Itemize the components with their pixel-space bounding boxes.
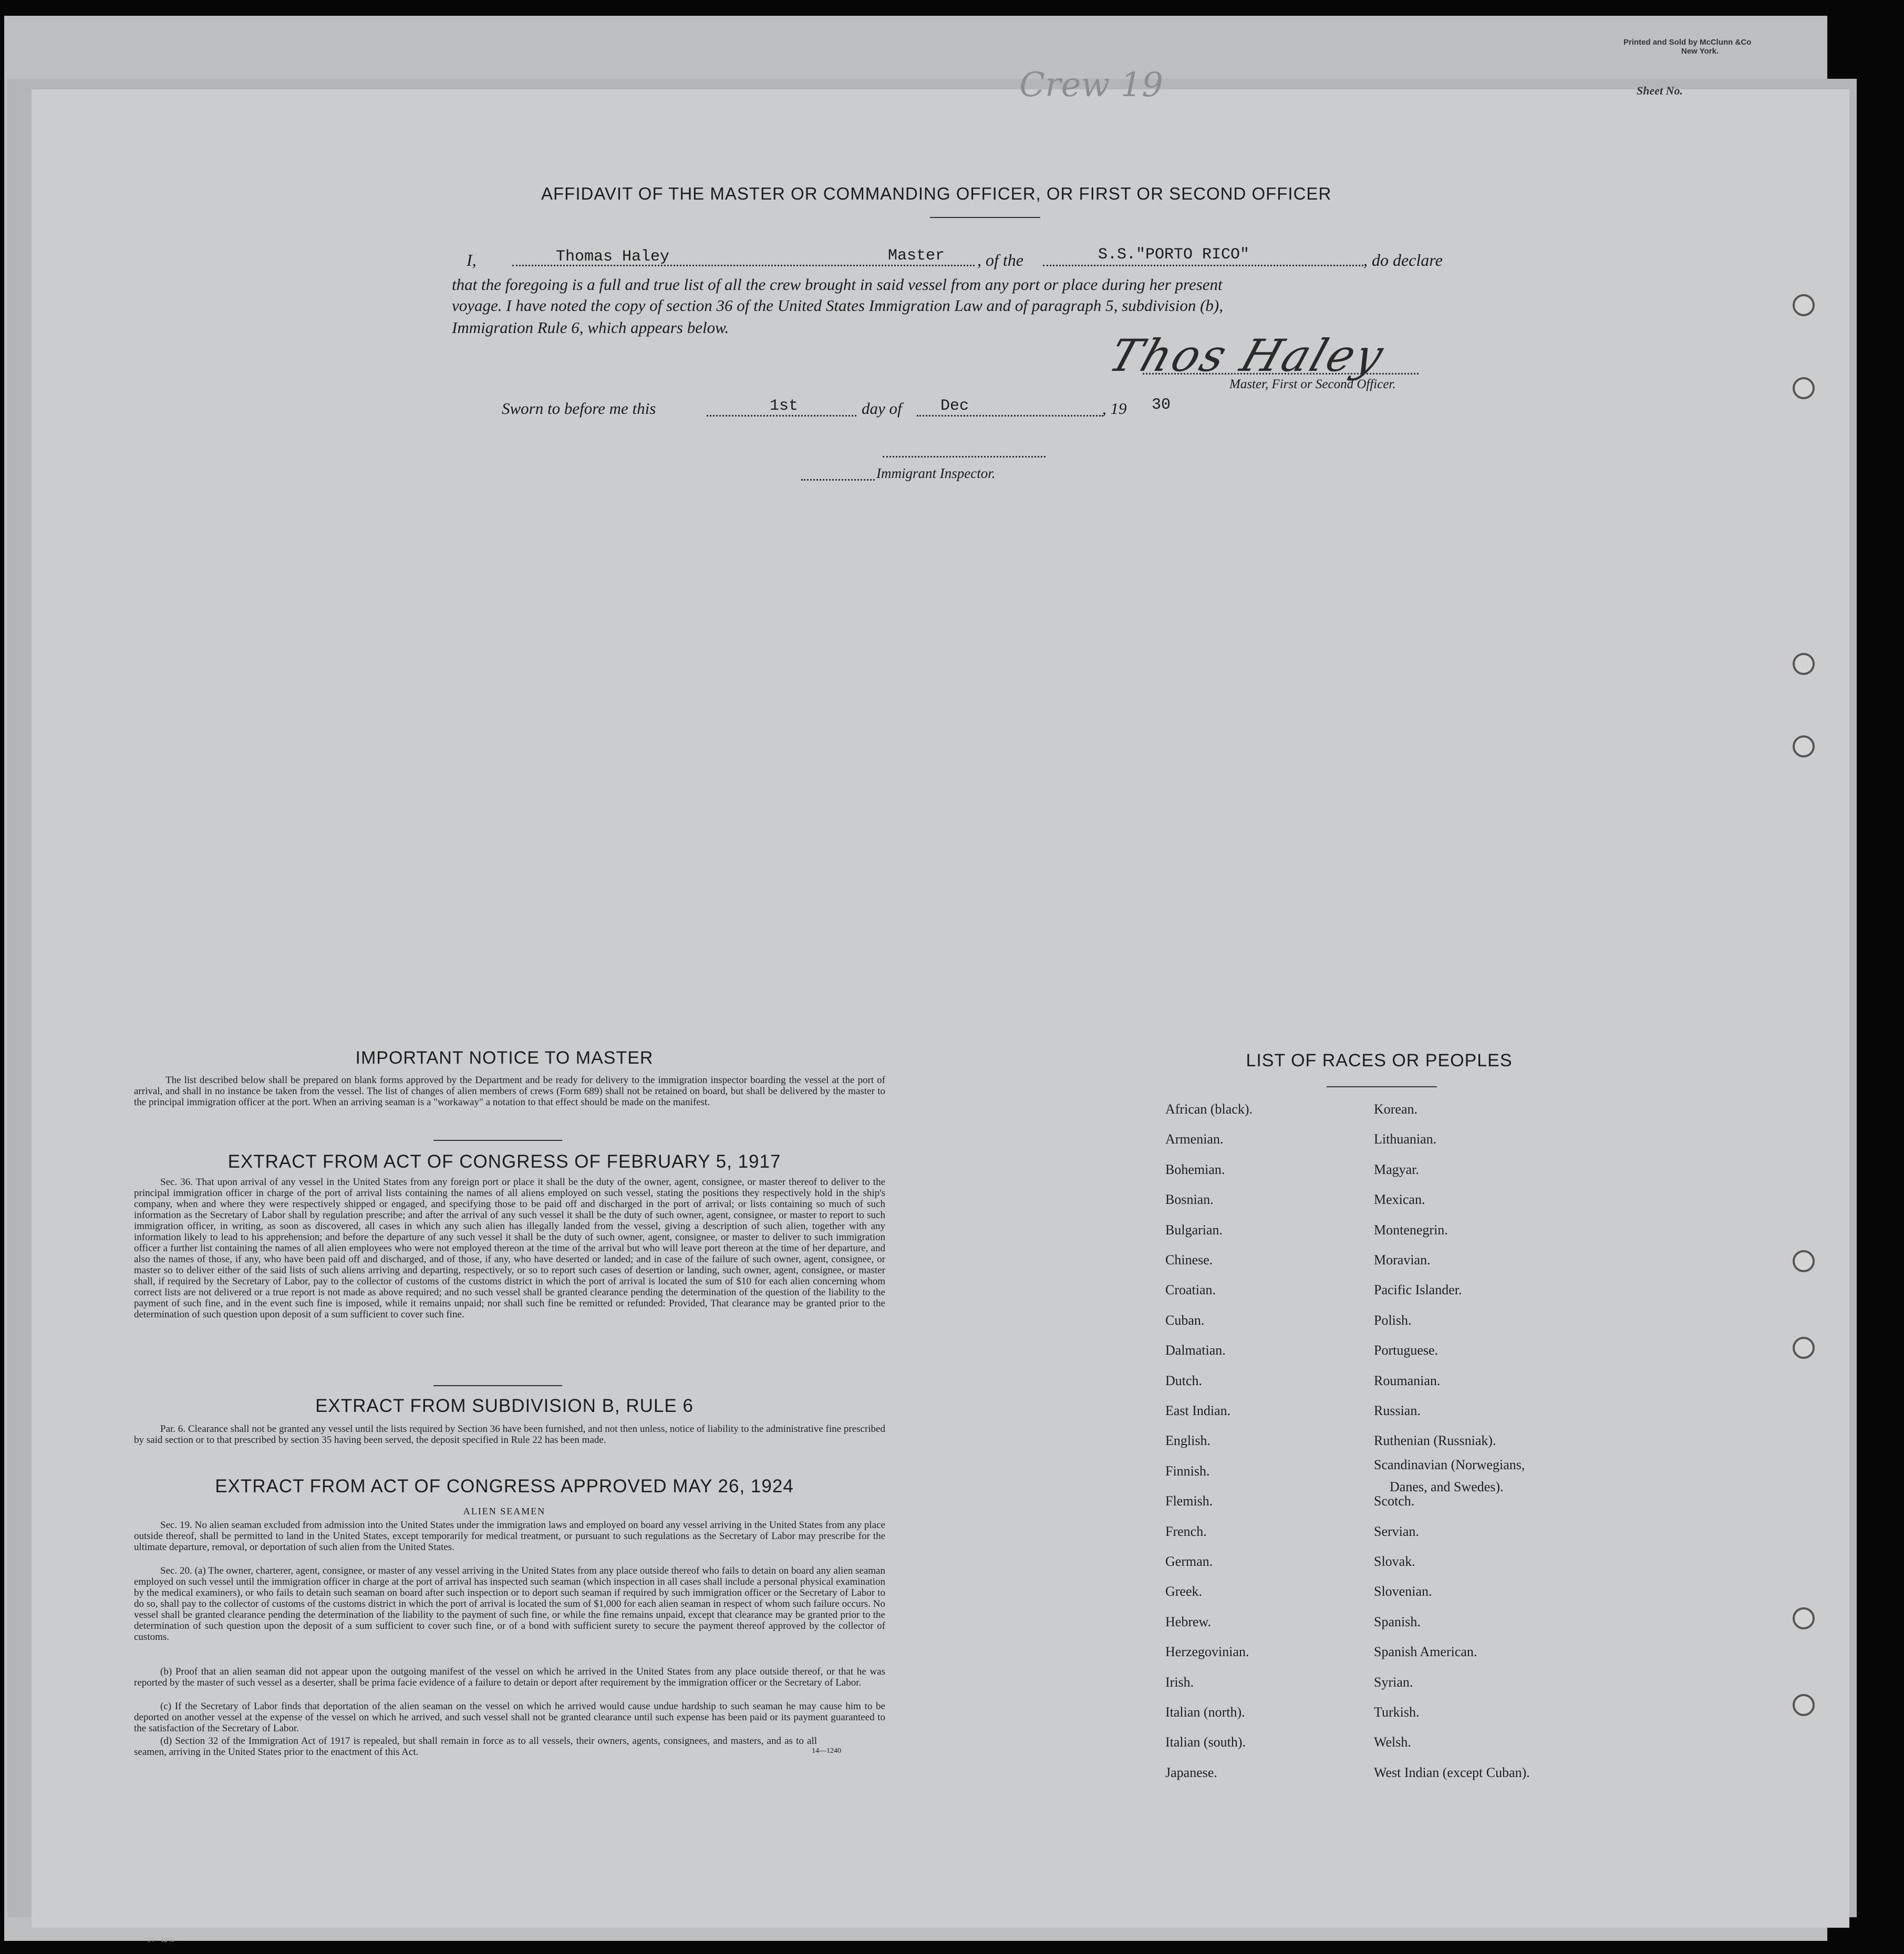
binder-hole: [1793, 1337, 1815, 1359]
binder-hole: [1793, 294, 1815, 316]
master-rank: Master: [888, 247, 945, 265]
race-item: Hebrew.: [1165, 1614, 1212, 1629]
race-item: Pacific Islander.: [1374, 1282, 1462, 1298]
race-item: Polish.: [1374, 1312, 1412, 1328]
do-declare-text: , do declare: [1363, 251, 1443, 269]
race-item: African (black).: [1165, 1101, 1253, 1117]
inspector-caption: Immigrant Inspector.: [876, 465, 996, 481]
main-sheet: [32, 89, 1849, 1928]
race-item: Scandinavian (Norwegians,: [1374, 1457, 1525, 1472]
master-signature: Thos Haley: [1103, 330, 1392, 381]
race-item: Magyar.: [1374, 1161, 1419, 1177]
race-item: Dalmatian.: [1165, 1343, 1226, 1358]
notice-body: The list described below shall be prepared on blank forms approved by the Department and be ready for delivery to the immigration inspector boarding the vessel at the port of arrival, and shall in no instance be taken from the vessel. The list of changes of alien members of crews (Form 689) shall not be retained on board, but shall be delivered by the master to the principal immigration officer at the port. When an arriving seaman is a "workaway" a notation to that effect should be made on the manifest.: [134, 1075, 885, 1108]
affidavit-line-3: voyage. I have noted the copy of section 36 of the United States Immigration Law and of paragraph 5, subdivision (b),: [452, 296, 1223, 315]
race-item: Montenegrin.: [1374, 1222, 1448, 1238]
day-line: [707, 415, 856, 417]
binder-hole: [1793, 377, 1815, 399]
extract-rule6-body: Par. 6. Clearance shall not be granted any vessel until the lists required by Section 36 have been furnished, and not then unless, notice of liability to the administrative fine prescribed by said section or to that prescribed by section 35 having been served, the deposit specified in Rule 22 has been made.: [134, 1423, 885, 1446]
sworn-prefix: Sworn to before me this: [502, 399, 656, 418]
of-the-text: , of the: [977, 251, 1023, 269]
race-item: East Indian.: [1165, 1403, 1231, 1418]
race-item: Spanish.: [1374, 1614, 1421, 1629]
race-item: English.: [1165, 1433, 1210, 1449]
binder-hole: [1793, 653, 1815, 675]
binder-hole: [1793, 1250, 1815, 1272]
affidavit-title: AFFIDAVIT OF THE MASTER OR COMMANDING OFFICER, OR FIRST OR SECOND OFFICER: [541, 184, 1332, 203]
race-item: Roumanian.: [1374, 1373, 1441, 1388]
sec20d-text: (d) Section 32 of the Immigration Act of 1917 is repealed, but shall remain in force as to all vessels, their owners, agents, consignees, and masters, and as to all seamen, arriving in the United States prior to the enactment of this Act.: [134, 1735, 817, 1758]
race-item: Spanish American.: [1374, 1644, 1477, 1660]
race-item: Scotch.: [1374, 1493, 1415, 1509]
race-item: Dutch.: [1165, 1373, 1203, 1388]
footer-form-code: 14—1240: [147, 1936, 174, 1943]
affidavit-line-4: Immigration Rule 6, which appears below.: [452, 318, 729, 337]
divider: [433, 1140, 562, 1141]
vessel-name: S.S."PORTO RICO": [1098, 246, 1250, 264]
extract-1924-title: EXTRACT FROM ACT OF CONGRESS APPROVED MAY 26, 1924: [215, 1476, 794, 1496]
inspector-signature-line: [883, 456, 1046, 458]
master-name: Thomas Haley: [556, 248, 670, 266]
extract-1917-body: Sec. 36. That upon arrival of any vessel in the United States from any foreign port or place it shall be the duty of the owner, agent, consignee, or master thereof to deliver to the principal immigration officer in charge of the port of arrival lists containing the names of all aliens employed on such vessel, stating the positions they respectively hold in the ship's company, when and where they were respectively shipped or engaged, and specifying those to be paid off and discharged in the port of arrival; or lists containing so much of such information as the Secretary of Labor shall by regulation prescribe; and after the arrival of any such vessel it shall be the duty of such owner, agent, consignee, or master to report to such immigration officer, in writing, as soon as discovered, all cases in which any such alien has illegally landed from the vessel, giving a description of such alien, together with any information likely to lead to his apprehension; and before the departure of any such vessel it shall be the duty of such owner, agent, consignee, or master to deliver to such immigration officer a further list containing the names of all alien employees who were not employed thereon at the time of the arrival but who will leave port thereon at the time of her departure, and also the names of those, if any, who have been paid off and discharged, and of those, if any, who have deserted or landed; and in case of the failure of such owner, agent, consignee, or master so to deliver either of the said lists of such aliens arriving and departing, respectively, or so to report such cases of desertion or landing, such owner, agent, consignee, or master shall, if required by the Secretary of Labor, pay to the collector of customs of the customs district in which the port of arrival is located the sum of $10 for each alien concerning whom correct lists are not delivered or a true report is not made as above required; and no such vessel shall be granted clearance pending the determination of the question of the liability to the payment of such fine, and in the event such fine is imposed, while it remains unpaid; nor shall such fine be remitted or refunded: Provided, That clearance may be granted prior to the determination of such question upon deposit of a sum sufficient to cover such fine.: [134, 1177, 885, 1320]
race-item: Greek.: [1165, 1584, 1203, 1599]
race-item: Korean.: [1374, 1101, 1418, 1117]
race-item: Ruthenian (Russniak).: [1374, 1433, 1496, 1449]
race-item: Herzegovinian.: [1165, 1644, 1249, 1660]
race-item: Croatian.: [1165, 1282, 1216, 1298]
extract-rule6-title: EXTRACT FROM SUBDIVISION B, RULE 6: [315, 1396, 694, 1416]
sec20c-text: (c) If the Secretary of Labor finds that deportation of the alien seaman on the vessel on which he arrived would cause undue hardship to such seaman he may cause him to be deported on another vessel at the expense of the vessel on which he arrived, and such vessel shall not be granted clearance until such expense has been paid or its payment guaranteed to the satisfaction of the Secretary of Labor.: [134, 1701, 885, 1734]
notice-title: IMPORTANT NOTICE TO MASTER: [355, 1048, 654, 1068]
race-item: Welsh.: [1374, 1734, 1411, 1750]
inspector-line: [801, 479, 875, 481]
divider: [930, 217, 1040, 218]
race-item: German.: [1165, 1554, 1213, 1569]
printer-imprint: [1623, 38, 1751, 56]
race-item: Bulgarian.: [1165, 1222, 1223, 1238]
race-item: Armenian.: [1165, 1131, 1224, 1147]
races-title: LIST OF RACES OR PEOPLES: [1246, 1051, 1513, 1070]
race-item: Chinese.: [1165, 1252, 1213, 1267]
race-item: Flemish.: [1165, 1493, 1213, 1509]
month-line: [917, 415, 1103, 417]
day-of-text: day of: [862, 399, 902, 418]
race-item: Moravian.: [1374, 1252, 1431, 1267]
binder-hole: [1793, 735, 1815, 757]
year-prefix: , 19: [1102, 399, 1127, 418]
race-item: Mexican.: [1374, 1192, 1425, 1208]
race-item: Russian.: [1374, 1403, 1421, 1418]
affidavit-i: I,: [467, 251, 477, 269]
divider: [433, 1385, 562, 1386]
race-item-continuation: Danes, and Swedes).: [1390, 1479, 1504, 1494]
signature-caption: Master, First or Second Officer.: [1229, 377, 1396, 391]
race-item: French.: [1165, 1523, 1207, 1539]
printer-line-2: New York.: [1681, 47, 1719, 56]
sworn-year: 30: [1152, 396, 1171, 414]
sec19-text: Sec. 19. No alien seaman excluded from admission into the United States under the immigration laws and employed on board any vessel arriving in the United States from any place outside thereof, shall be permitted to land in the United States, except temporarily for medical treatment, or pursuant to such regulations as the Secretary of Labor may prescribe for the ultimate departure, removal, or deportation of such alien from the United States.: [134, 1520, 885, 1553]
race-item: Finnish.: [1165, 1463, 1210, 1479]
printer-line-1: Printed and Sold by McClunn &Co: [1623, 38, 1752, 47]
race-item: Italian (north).: [1165, 1704, 1245, 1720]
sec20a-text: Sec. 20. (a) The owner, charterer, agent, consignee, or master of any vessel arriving in the United States from any place outside thereof who fails to detain on board any alien seaman employed on such vessel until the immigration officer in charge at the port of arrival has inspected such seaman (which inspection in all cases shall include a personal physical examination by the medical examiners), or who fails to detain such seaman on board after such inspection or to deport such seaman if required by such immigration officer or the Secretary of Labor to do so, shall pay to the collector of customs of the customs district in which the port of arrival is located the sum of $1,000 for each alien seaman in respect of whom such failure occurs. No vessel shall be granted clearance pending the determination of the liability to the payment of such fine, or while the fine remains unpaid, except that clearance may be granted prior to the determination of such question upon the deposit of a sum sufficient to cover such fine, or of a bond with sufficient surety to secure the payment thereof approved by the collector of customs.: [134, 1565, 885, 1643]
alien-seamen-subtitle: ALIEN SEAMEN: [463, 1506, 546, 1516]
binder-hole: [1793, 1694, 1815, 1716]
race-item: Syrian.: [1374, 1674, 1413, 1690]
sworn-day: 1st: [770, 397, 799, 415]
race-item: West Indian (except Cuban).: [1374, 1764, 1530, 1780]
race-item: Italian (south).: [1165, 1734, 1246, 1750]
crew-handwritten-mark: Crew 19: [1019, 66, 1163, 105]
sec20b-text: (b) Proof that an alien seaman did not appear upon the outgoing manifest of the vessel on which he arrived in the United States from any place outside thereof, or that he was reported by the master of such vessel as a deserter, shall be prima facie evidence of a failure to detain or deport after requirement by the immigration officer or the Secretary of Labor.: [134, 1666, 885, 1688]
race-item: Turkish.: [1374, 1704, 1420, 1720]
race-item: Bosnian.: [1165, 1192, 1214, 1208]
race-item: Portuguese.: [1374, 1343, 1439, 1358]
race-item: Lithuanian.: [1374, 1131, 1437, 1147]
race-item: Cuban.: [1165, 1312, 1205, 1328]
sheet-number-label: Sheet No.: [1637, 84, 1683, 97]
extract-form-code: 14—1240: [812, 1747, 841, 1755]
extract-1917-title: EXTRACT FROM ACT OF CONGRESS OF FEBRUARY 5, 1917: [227, 1151, 781, 1172]
vessel-line: [1043, 265, 1363, 266]
binder-hole: [1793, 1607, 1815, 1629]
sworn-month: Dec: [940, 397, 969, 415]
signature-line: [1143, 373, 1419, 375]
race-item: Japanese.: [1165, 1764, 1217, 1780]
race-item: Bohemian.: [1165, 1161, 1225, 1177]
race-item: Irish.: [1165, 1674, 1194, 1690]
affidavit-line-2: that the foregoing is a full and true list of all the crew brought in said vessel from any port or place during her present: [452, 275, 1223, 294]
divider: [1327, 1086, 1437, 1087]
race-item: Servian.: [1374, 1523, 1419, 1539]
race-item: Slovak.: [1374, 1554, 1415, 1569]
race-item: Slovenian.: [1374, 1584, 1432, 1599]
